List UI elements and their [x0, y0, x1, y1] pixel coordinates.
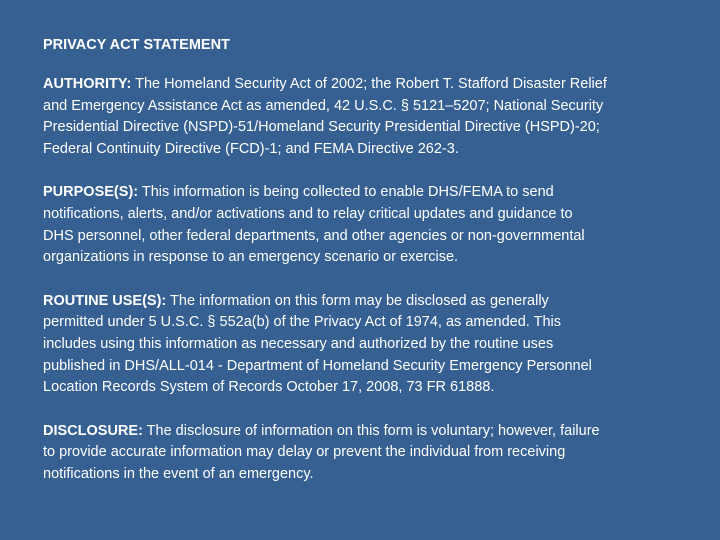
- section-label: PURPOSE(S):: [43, 184, 139, 201]
- section-line: permitted under 5 U.S.C. § 552a(b) of the Privacy Act of 1974, as amended. This: [43, 314, 561, 331]
- section-line: [43, 421, 683, 443]
- authority-section: [43, 74, 683, 160]
- section-text: The information on this form may be disclosed as generally: [166, 292, 549, 309]
- section-label: AUTHORITY:: [43, 76, 132, 92]
- section-line: DHS personnel, other federal departments, and other agencies or non-governmental: [43, 227, 585, 244]
- section-text: The disclosure of information on this form is voluntary; however, failure: [142, 422, 600, 439]
- section-line: [43, 291, 683, 313]
- section-text: This information is being collected to enable DHS/FEMA to send: [138, 184, 554, 201]
- purpose-section: [43, 182, 683, 268]
- section-label: DISCLOSURE:: [43, 422, 143, 439]
- section-line: Federal Continuity Directive (FCD)-1; and FEMA Directive 262-3.: [43, 140, 459, 157]
- disclosure-section: [43, 421, 683, 486]
- section-line: notifications in the event of an emergency.: [43, 465, 314, 482]
- section-label: ROUTINE USE(S):: [43, 292, 167, 309]
- section-line: notifications, alerts, and/or activations and to relay critical updates and guidance to: [43, 205, 573, 222]
- section-line: [43, 182, 683, 204]
- section-line: includes using this information as necessary and authorized by the routine uses: [43, 335, 554, 352]
- section-line: organizations in response to an emergency scenario or exercise.: [43, 249, 459, 266]
- section-line: and Emergency Assistance Act as amended, 42 U.S.C. § 5121–5207; National Security: [43, 97, 604, 114]
- section-line: [43, 74, 683, 96]
- section-line: published in DHS/ALL-014 - Department of Homeland Security Emergency Personnel: [43, 357, 592, 374]
- routine-use-section: [43, 291, 683, 399]
- section-text: The Homeland Security Act of 2002; the Robert T. Stafford Disaster Relief: [131, 76, 607, 92]
- section-line: to provide accurate information may delay or prevent the individual from receiving: [43, 444, 566, 461]
- section-line: Location Records System of Records October 17, 2008, 73 FR 61888.: [43, 379, 495, 396]
- page-title: PRIVACY ACT STATEMENT: [43, 37, 230, 53]
- section-line: Presidential Directive (NSPD)-51/Homeland Security Presidential Directive (HSPD)-20;: [43, 119, 600, 136]
